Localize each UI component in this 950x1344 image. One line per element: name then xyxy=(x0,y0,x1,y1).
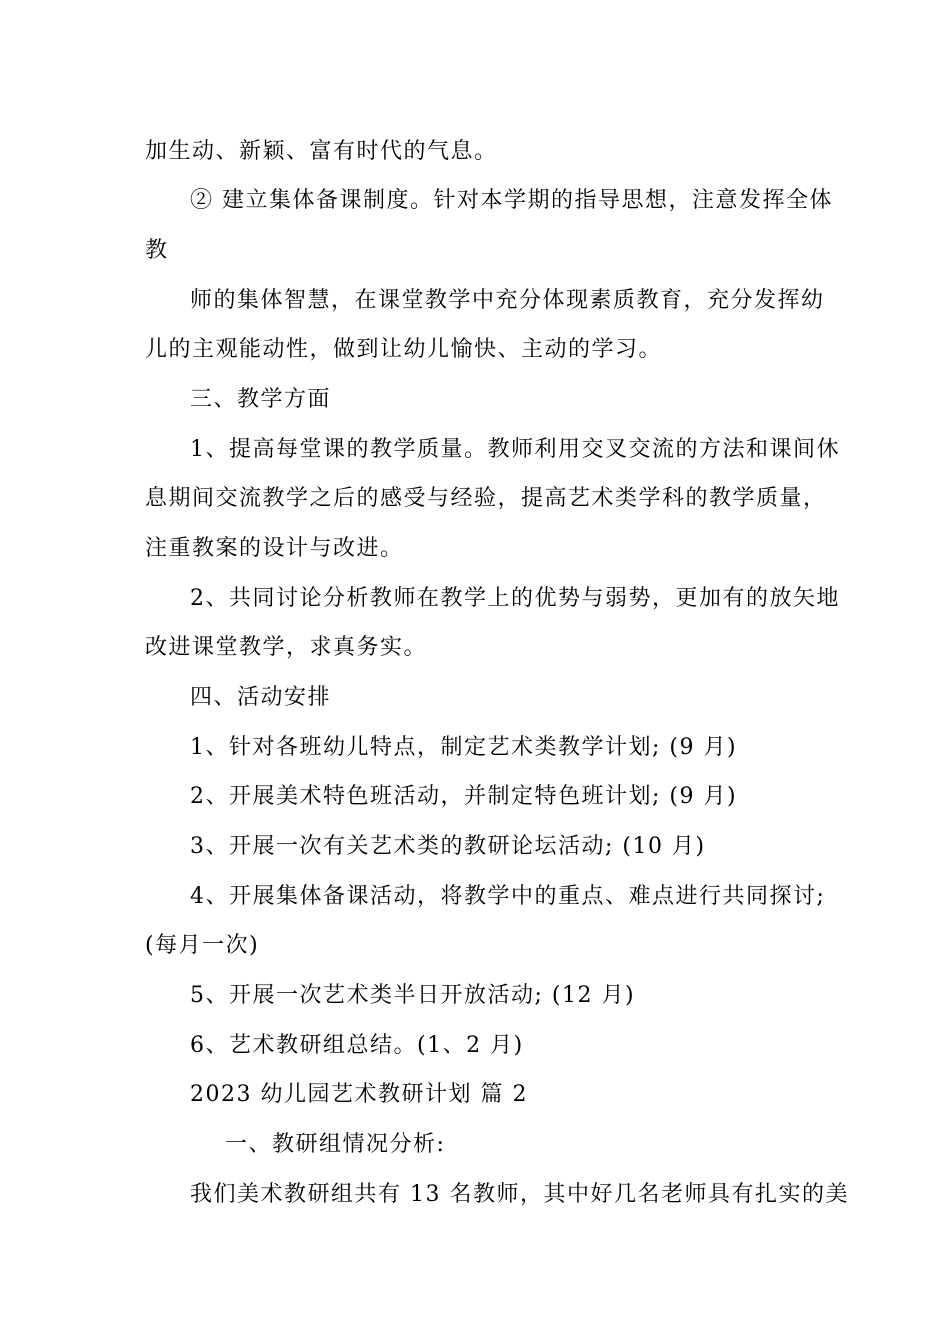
list-item: 2、开展美术特色班活动，并制定特色班计划; (9 月) xyxy=(190,784,738,809)
text-line: 儿的主观能动性，做到让幼儿愉快、主动的学习。 xyxy=(145,337,663,362)
text-line: 教 xyxy=(145,238,169,263)
text-line: ② 建立集体备课制度。针对本学期的指导思想，注意发挥全体 xyxy=(190,188,833,213)
text-line: (每月一次) xyxy=(145,933,260,958)
section-heading: 三、教学方面 xyxy=(190,387,332,412)
section-title: 2023 幼儿园艺术教研计划 篇 2 xyxy=(190,1082,528,1107)
list-item: 5、开展一次艺术类半日开放活动; (12 月) xyxy=(190,983,636,1008)
list-item: 3、开展一次有关艺术类的教研论坛活动; (10 月) xyxy=(190,834,706,859)
text-line: 1、提高每堂课的教学质量。教师利用交叉交流的方法和课间休 xyxy=(190,437,840,462)
text-line: 我们美术教研组共有 13 名教师，其中好几名老师具有扎实的美 xyxy=(190,1182,849,1207)
section-heading: 一、教研组情况分析: xyxy=(225,1132,446,1157)
text-line: 加生动、新颖、富有时代的气息。 xyxy=(145,139,498,164)
text-line: 改进课堂教学，求真务实。 xyxy=(145,635,428,660)
text-line: 师的集体智慧，在课堂教学中充分体现素质教育，充分发挥幼 xyxy=(190,288,825,313)
text-line: 息期间交流教学之后的感受与经验，提高艺术类学科的教学质量， xyxy=(145,486,827,511)
text-line: 注重教案的设计与改进。 xyxy=(145,536,404,561)
text-line: 2、共同讨论分析教师在教学上的优势与弱势，更加有的放矢地 xyxy=(190,586,840,611)
list-item: 4、开展集体备课活动，将教学中的重点、难点进行共同探讨; xyxy=(190,884,826,909)
section-heading: 四、活动安排 xyxy=(190,685,332,710)
list-item: 6、艺术教研组总结。(1、2 月) xyxy=(190,1033,524,1058)
list-item: 1、针对各班幼儿特点，制定艺术类教学计划; (9 月) xyxy=(190,735,738,760)
